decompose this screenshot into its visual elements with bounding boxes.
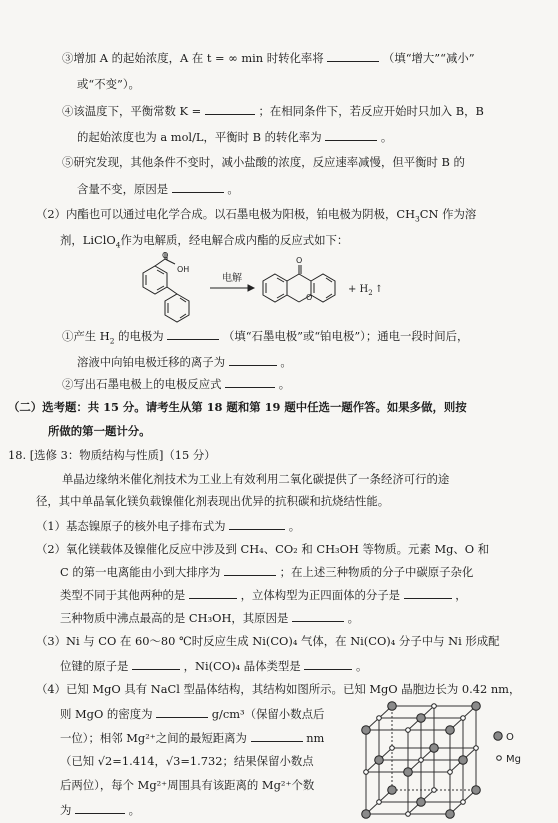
answer-blank[interactable] bbox=[224, 564, 276, 576]
o-atom bbox=[430, 744, 439, 753]
mgo-unit-cell-figure bbox=[356, 696, 554, 820]
q18-part4-line4: （已知 √2=1.414，√3=1.732；结果保留小数点 bbox=[60, 754, 314, 768]
legend-o-atom-icon bbox=[494, 732, 502, 740]
electrolysis-reaction-scheme bbox=[130, 252, 410, 324]
mg-atom bbox=[461, 800, 466, 805]
mg-atom bbox=[390, 746, 395, 751]
q3-line1: ③增加 A 的起始浓度，A 在 t = ∞ min 时转化率将 （填“增大”“减小” bbox=[62, 51, 475, 65]
q5-line2: 含量不变，原因是 。 bbox=[77, 182, 239, 196]
mg-atom bbox=[461, 716, 466, 721]
q18-part2-line2: C 的第一电离能由小到大排序为 ；在上述三种物质的分子中碳原子杂化 bbox=[60, 565, 474, 579]
q18-title: 18. [选修 3：物质结构与性质]（15 分） bbox=[8, 448, 216, 462]
mg-atom bbox=[419, 758, 424, 763]
part2-line2: 剂，LiClO$_4$作为电解质，经电解合成内酯的反应式如下： bbox=[60, 233, 349, 250]
mg-atom bbox=[377, 800, 382, 805]
ring-o-label: O bbox=[306, 293, 313, 302]
o-atom bbox=[375, 756, 384, 765]
o-atom bbox=[388, 702, 397, 711]
q18-part2-line1: （2）氧化镁载体及镍催化反应中涉及到 CH₄、CO₂ 和 CH₃OH 等物质。元素 Mg、O 和 bbox=[36, 542, 490, 556]
mg-atom bbox=[364, 770, 369, 775]
mg-atom bbox=[432, 704, 437, 709]
o-atom bbox=[417, 714, 426, 723]
q18-intro1: 单晶边缘纳米催化剂技术为工业上有效利用二氧化碳提供了一条经济可行的途 bbox=[62, 472, 450, 486]
answer-blank[interactable] bbox=[205, 103, 255, 115]
answer-blank[interactable] bbox=[292, 610, 344, 622]
carbonyl-o-label-2: O bbox=[296, 256, 303, 265]
part2-q1-line2: 溶液中向铂电极迁移的离子为 。 bbox=[77, 355, 292, 369]
o-atom bbox=[446, 810, 455, 819]
q18-intro2: 径，其中单晶氧化镁负载镍催化剂表现出优异的抗积碳和抗烧结性能。 bbox=[36, 494, 390, 508]
q3-line2: 或“不变”）。 bbox=[77, 77, 140, 91]
section-two-line1: （二）选考题：共 15 分。请考生从第 18 题和第 19 题中任选一题作答。如果多做，则按 bbox=[8, 400, 467, 414]
part2-q2: ②写出石墨电极上的电极反应式 。 bbox=[62, 377, 291, 391]
carbonyl-o-label-1: O bbox=[162, 252, 169, 260]
q18-part3-line2: 位键的原子是 ，Ni(CO)₄ 晶体类型是 。 bbox=[60, 659, 368, 673]
q4-line1: ④该温度下，平衡常数 K = ；在相同条件下，若反应开始时只加入 B，B bbox=[62, 104, 484, 118]
o-atom bbox=[446, 726, 455, 735]
h2-product: + $H_2$ ↑ bbox=[348, 284, 384, 297]
electrolysis-label: 电解 bbox=[222, 273, 242, 284]
part2-q1-line1: ①产生 $H_2$ 的电极为 （填“石墨电极”或“铂电极”）；通电一段时间后， bbox=[62, 329, 469, 346]
oh-label: OH bbox=[177, 265, 190, 274]
answer-blank[interactable] bbox=[404, 587, 452, 599]
answer-blank[interactable] bbox=[251, 730, 303, 742]
answer-blank[interactable] bbox=[172, 181, 224, 193]
answer-blank[interactable] bbox=[229, 354, 277, 366]
section-two-line2: 所做的第一题计分。 bbox=[48, 424, 151, 438]
o-atom bbox=[362, 810, 371, 819]
answer-blank[interactable] bbox=[132, 658, 180, 670]
mg-atom bbox=[474, 746, 479, 751]
q18-part2-line4: 三种物质中沸点最高的是 CH₃OH，其原因是 。 bbox=[60, 611, 360, 625]
o-atom bbox=[459, 756, 468, 765]
q18-part4-line1: （4）已知 MgO 具有 NaCl 型晶体结构，其结构如图所示。已知 MgO 晶胞边长为 0.42 nm， bbox=[36, 682, 521, 696]
o-atom bbox=[417, 798, 426, 807]
answer-blank[interactable] bbox=[167, 328, 219, 340]
answer-blank[interactable] bbox=[325, 129, 377, 141]
answer-blank[interactable] bbox=[225, 376, 275, 388]
answer-blank[interactable] bbox=[189, 587, 237, 599]
o-atom bbox=[362, 726, 371, 735]
legend-o-label: O bbox=[506, 732, 514, 743]
q18-part4-line5: 后两位），每个 Mg²⁺周围具有该距离的 Mg²⁺个数 bbox=[60, 778, 315, 792]
q18-part4-line6: 为 。 bbox=[60, 803, 141, 817]
legend-mg-label: Mg bbox=[506, 754, 521, 765]
q4-line2: 的起始浓度也为 a mol/L，平衡时 B 的转化率为 。 bbox=[77, 130, 393, 144]
answer-blank[interactable] bbox=[156, 706, 208, 718]
mg-atom bbox=[377, 716, 382, 721]
mg-atom bbox=[448, 770, 453, 775]
q18-part3-line1: （3）Ni 与 CO 在 60～80 ℃时反应生成 Ni(CO)₄ 气体，在 Ni(CO)₄ 分子中与 Ni 形成配 bbox=[36, 634, 500, 648]
o-atom bbox=[404, 768, 413, 777]
part2-line1: （2）内酯也可以通过电化学合成。以石墨电极为阳极，铂电极为阴极，$CH_3CN$ 作为溶 bbox=[36, 207, 477, 224]
mg-atom bbox=[406, 728, 411, 733]
answer-blank[interactable] bbox=[75, 802, 125, 814]
q18-part1: （1）基态镍原子的核外电子排布式为 。 bbox=[36, 519, 301, 533]
answer-blank[interactable] bbox=[327, 50, 379, 62]
answer-blank[interactable] bbox=[229, 518, 285, 530]
o-atom bbox=[472, 702, 481, 711]
legend-mg-atom-icon bbox=[497, 756, 502, 761]
o-atom bbox=[388, 786, 397, 795]
o-atom bbox=[472, 786, 481, 795]
mg-atom bbox=[432, 788, 437, 793]
q18-part2-line3: 类型不同于其他两种的是 ，立体构型为正四面体的分子是 ， bbox=[60, 588, 467, 602]
mg-atom bbox=[406, 812, 411, 817]
q5-line1: ⑤研究发现，其他条件不变时，减小盐酸的浓度，反应速率减慢，但平衡时 B 的 bbox=[62, 155, 465, 169]
q18-part4-line3: 一位）；相邻 Mg²⁺之间的最短距离为 nm bbox=[60, 731, 325, 745]
q18-part4-line2: 则 MgO 的密度为 g/cm³（保留小数点后 bbox=[60, 707, 325, 721]
answer-blank[interactable] bbox=[304, 658, 352, 670]
